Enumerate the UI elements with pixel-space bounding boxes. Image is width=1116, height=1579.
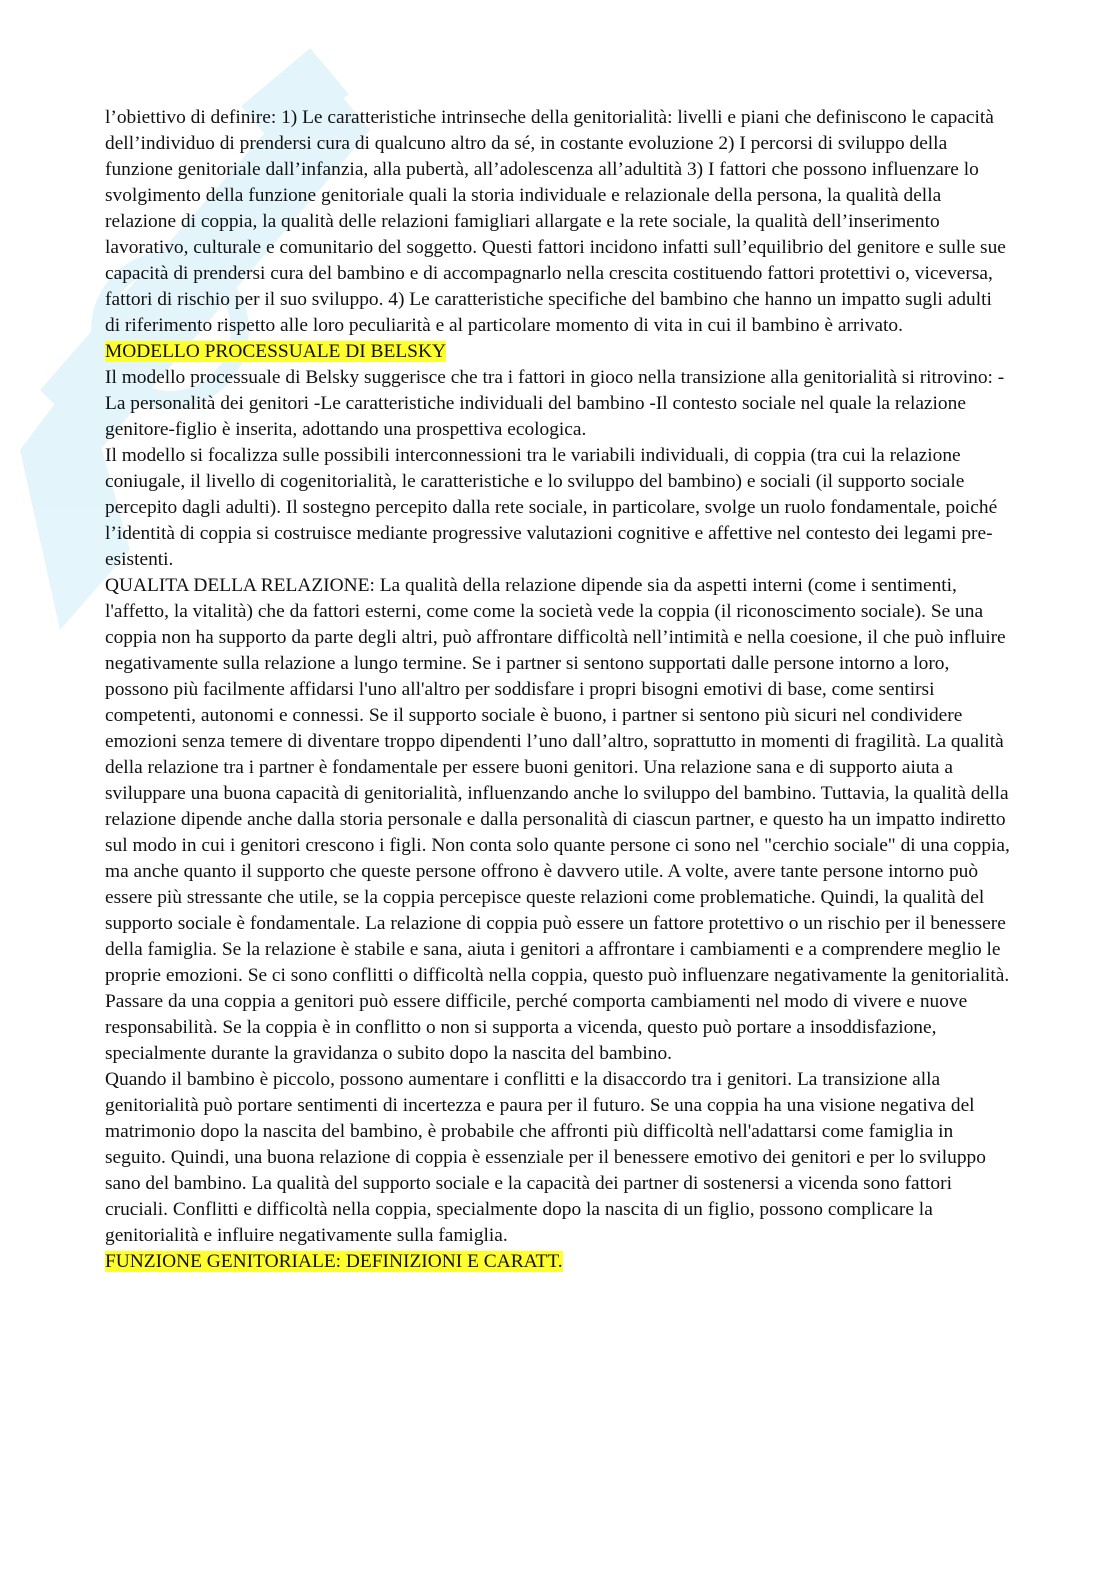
paragraph-bambino-piccolo: Quando il bambino è piccolo, possono aumentare i conflitti e la disaccordo tra i genitori. La transizione alla genitorialità può portare sentimenti di incertezza e paura per il futuro. Se una coppia ha una visione negativa del matrimonio dopo la nascita del bambino, è probabile che affronti più difficoltà nell'adattarsi come famiglia in seguito. Quindi, una buona relazione di coppia è essenziale per il benessere emotivo dei genitori e per lo sviluppo sano del bambino. La qualità del supporto sociale e la capacità dei partner di sostenersi a vicenda sono fattori cruciali. Conflitti e difficoltà nella coppia, specialmente dopo la nascita di un figlio, possono complicare la genitorialità e influire negativamente sulla famiglia. <box>105 1069 986 1246</box>
heading-belsky-line <box>105 339 1010 365</box>
heading-belsky: MODELLO PROCESSUALE DI BELSKY <box>105 341 446 362</box>
paragraph-belsky-interconnessioni: Il modello si focalizza sulle possibili interconnessioni tra le variabili individuali, di coppia (tra cui la relazione coniugale, il livello di cogenitorialità, le caratteristiche e lo sviluppo del bambino) e sociali (il supporto sociale percepito dagli adulti). Il sostegno percepito dalla rete sociale, in particolare, svolge un ruolo fondamentale, poiché l’identità di coppia si costruisce mediante progressive valutazioni cognitive e affettive nel contesto dei legami pre-esistenti. <box>105 445 998 570</box>
heading-funzione-line <box>105 1249 1010 1275</box>
paragraph-belsky-intro: Il modello processuale di Belsky suggerisce che tra i fattori in gioco nella transizione alla genitorialità si ritrovino: -La personalità dei genitori -Le caratteristiche individuali del bambino -Il contesto sociale nel quale la relazione genitore-figlio è inserita, adottando una prospettiva ecologica. <box>105 367 1005 440</box>
paragraph-qualita-relazione: QUALITA DELLA RELAZIONE: La qualità della relazione dipende sia da aspetti interni (come i sentimenti, l'affetto, la vitalità) che da fattori esterni, come come la società vede la coppia (il riconoscimento sociale). Se una coppia non ha supporto da parte degli altri, può affrontare difficoltà nell’intimità e nella coesione, il che può influire negativamente sulla relazione a lungo termine. Se i partner si sentono supportati dalle persone intorno a loro, possono più facilmente affidarsi l'uno all'altro per soddisfare i propri bisogni emotivi di base, come sentirsi competenti, autonomi e connessi. Se il supporto sociale è buono, i partner si sentono più sicuri nel condividere emozioni senza temere di diventare troppo dipendenti l’uno dall’altro, soprattutto in momenti di fragilità. La qualità della relazione tra i partner è fondamentale per essere buoni genitori. Una relazione sana e di supporto aiuta a sviluppare una buona capacità di genitorialità, influenzando anche lo sviluppo del bambino. Tuttavia, la qualità della relazione dipende anche dalla storia personale e dalla personalità di ciascun partner, e questo ha un impatto indiretto sul modo in cui i genitori crescono i figli. Non conta solo quante persone ci sono nel "cerchio sociale" di una coppia, ma anche quanto il supporto che queste persone offrono è davvero utile. A volte, avere tante persone intorno può essere più stressante che utile, se la coppia percepisce queste relazioni come problematiche. Quindi, la qualità del supporto sociale è fondamentale. La relazione di coppia può essere un fattore protettivo o un rischio per il benessere della famiglia. Se la relazione è stabile e sana, aiuta i genitori a affrontare i cambiamenti e a comprendere meglio le proprie emozioni. Se ci sono conflitti o difficoltà nella coppia, questo può influenzare negativamente la genitorialità. Passare da una coppia a genitori può essere difficile, perché comporta cambiamenti nel modo di vivere e nuove responsabilità. Se la coppia è in conflitto o non si supporta a vicenda, questo può portare a insoddisfazione, specialmente durante la gravidanza o subito dopo la nascita del bambino. <box>105 575 1010 1064</box>
heading-funzione-genitoriale: FUNZIONE GENITORIALE: DEFINIZIONI E CARATT. <box>105 1251 563 1272</box>
document-page <box>105 105 1010 1275</box>
paragraph-obiettivo: l’obiettivo di definire: 1) Le caratteristiche intrinseche della genitorialità: livelli e piani che definiscono le capacità dell’individuo di prendersi cura di qualcuno altro da sé, in costante evoluzione 2) I percorsi di sviluppo della funzione genitoriale dall’infanzia, alla pubertà, all’adolescenza all’adultità 3) I fattori che possono influenzare lo svolgimento della funzione genitoriale quali la storia individuale e relazionale della persona, la qualità della relazione di coppia, la qualità delle relazioni famigliari allargate e la rete sociale, la qualità dell’inserimento lavorativo, culturale e comunitario del soggetto. Questi fattori incidono infatti sull’equilibrio del genitore e sulle sue capacità di prendersi cura del bambino e di accompagnarlo nella crescita costituendo fattori protettivi o, viceversa, fattori di rischio per il suo sviluppo. 4) Le caratteristiche specifiche del bambino che hanno un impatto sugli adulti di riferimento rispetto alle loro peculiarità e al particolare momento di vita in cui il bambino è arrivato. <box>105 107 1006 336</box>
